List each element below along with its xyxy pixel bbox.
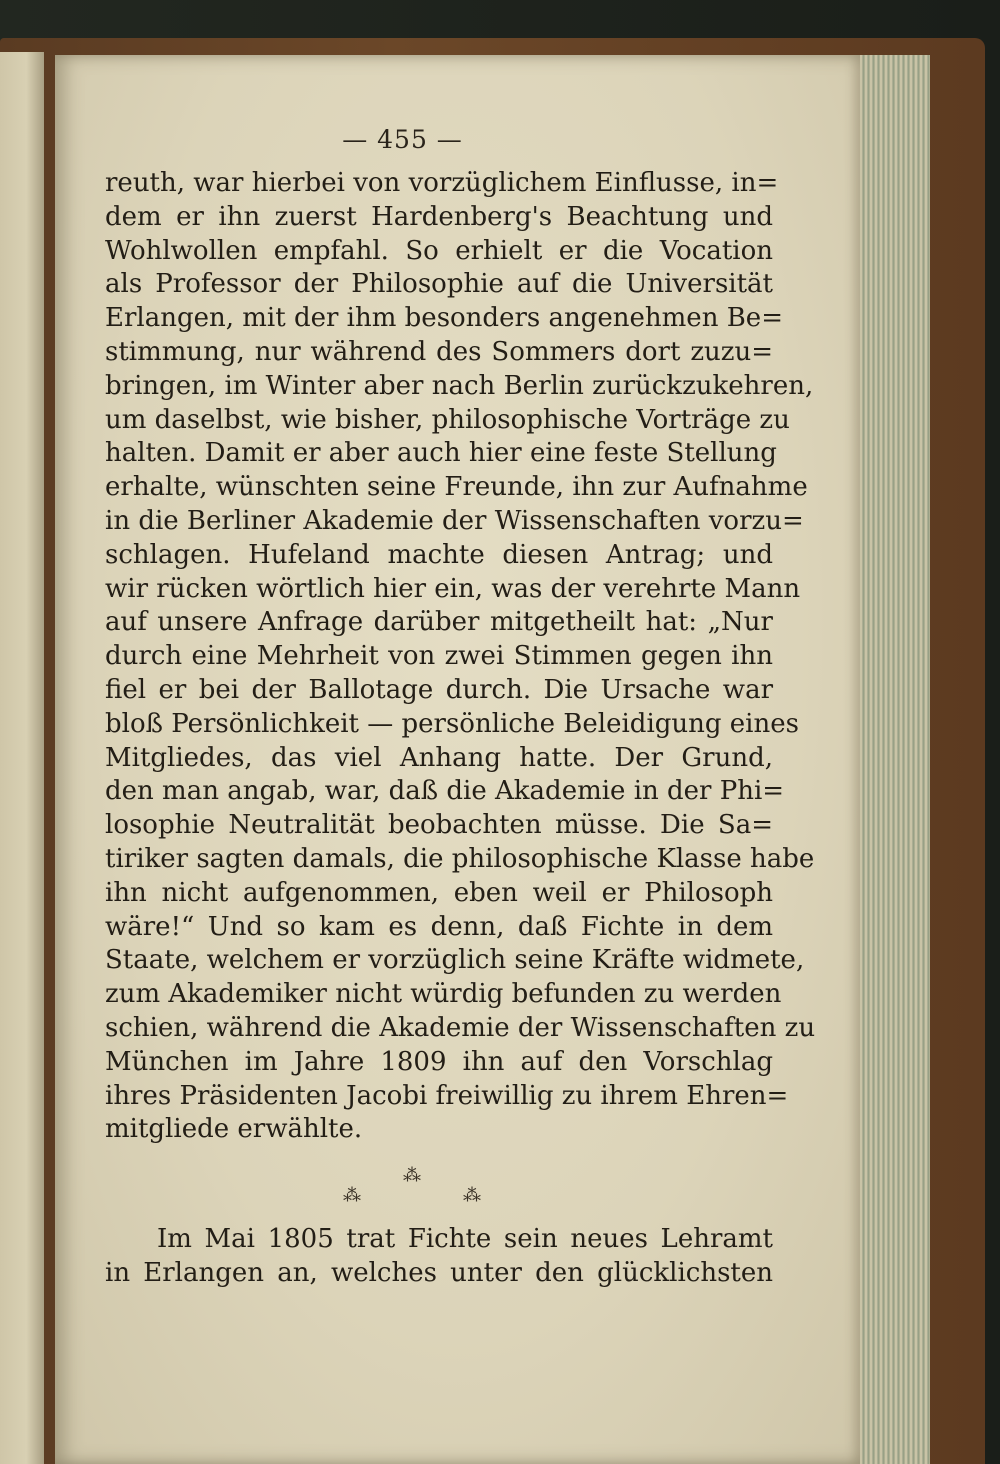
separator-mark: ⁂	[403, 1165, 421, 1186]
text-line: in Erlangen an, welches unter den glücklichsten	[105, 1257, 773, 1288]
text-line: bloß Persönlichkeit — persönliche Beleidigung eines	[105, 708, 799, 739]
text-line: dem er ihn zuerst Hardenberg's Beachtung und	[105, 201, 773, 232]
text-line: halten. Damit er aber auch hier eine feste Stellung	[105, 438, 777, 469]
text-line: durch eine Mehrheit von zwei Stimmen gegen ihn	[105, 641, 773, 672]
left-page-edge	[0, 52, 44, 1464]
text-line: erhalte, wünschten seine Freunde, ihn zur Aufnahme	[105, 472, 808, 503]
text-line: losophie Neutralität beobachten müsse. Die Sa=	[105, 810, 773, 841]
text-line: Mitgliedes, das viel Anhang hatte. Der Grund,	[105, 742, 773, 773]
text-line: fiel er bei der Ballotage durch. Die Ursache war	[105, 674, 773, 705]
text-line: zum Akademiker nicht würdig befunden zu werden	[105, 979, 782, 1010]
text-line: München im Jahre 1809 ihn auf den Vorschlag	[105, 1046, 773, 1077]
text-line: wäre!“ Und so kam es denn, daß Fichte in dem	[105, 911, 773, 942]
text-line: um daselbst, wie bisher, philosophische Vorträge zu	[105, 404, 790, 435]
text-line: Wohlwollen empfahl. So erhielt er die Vocation	[105, 235, 773, 266]
section-separator	[285, 1165, 535, 1225]
text-line: bringen, im Winter aber nach Berlin zurückzukehren,	[105, 370, 814, 401]
text-line: tiriker sagten damals, die philosophische Klasse habe	[105, 843, 815, 874]
text-line: in die Berliner Akademie der Wissenschaften vorzu=	[105, 505, 804, 536]
text-line: den man angab, war, daß die Akademie in der Phi=	[105, 776, 785, 807]
text-line: auf unsere Anfrage darüber mitgetheilt hat: „Nur	[105, 607, 773, 638]
text-line: schien, während die Akademie der Wissenschaften zu	[105, 1012, 816, 1043]
text-line: als Professor der Philosophie auf die Universität	[105, 269, 773, 300]
text-line: ihres Präsidenten Jacobi freiwillig zu ihrem Ehren=	[105, 1080, 789, 1111]
page-stack-edges	[850, 55, 930, 1464]
text-line: ihn nicht aufgenommen, eben weil er Philosoph	[105, 877, 773, 908]
text-line: wir rücken wörtlich hier ein, was der verehrte Mann	[105, 573, 801, 604]
separator-mark: ⁂	[463, 1185, 481, 1206]
text-line: mitgliede erwählte.	[105, 1114, 363, 1145]
text-line: Erlangen, mit der ihm besonders angenehmen Be=	[105, 303, 783, 334]
text-line: schlagen. Hufeland machte diesen Antrag; und	[105, 539, 773, 570]
text-line: Im Mai 1805 trat Fichte sein neues Lehramt	[157, 1224, 773, 1254]
paragraph-2	[105, 1223, 773, 1291]
text-line: Staate, welchem er vorzüglich seine Kräfte widmete,	[105, 945, 805, 976]
text-line: reuth, war hierbei von vorzüglichem Einflusse, in=	[105, 168, 779, 198]
separator-mark: ⁂	[343, 1185, 361, 1206]
page-number: — 455 —	[342, 125, 463, 154]
paragraph-1	[105, 167, 816, 1147]
text-line: stimmung, nur während des Sommers dort zuzu=	[105, 336, 773, 367]
book-page	[55, 55, 860, 1464]
